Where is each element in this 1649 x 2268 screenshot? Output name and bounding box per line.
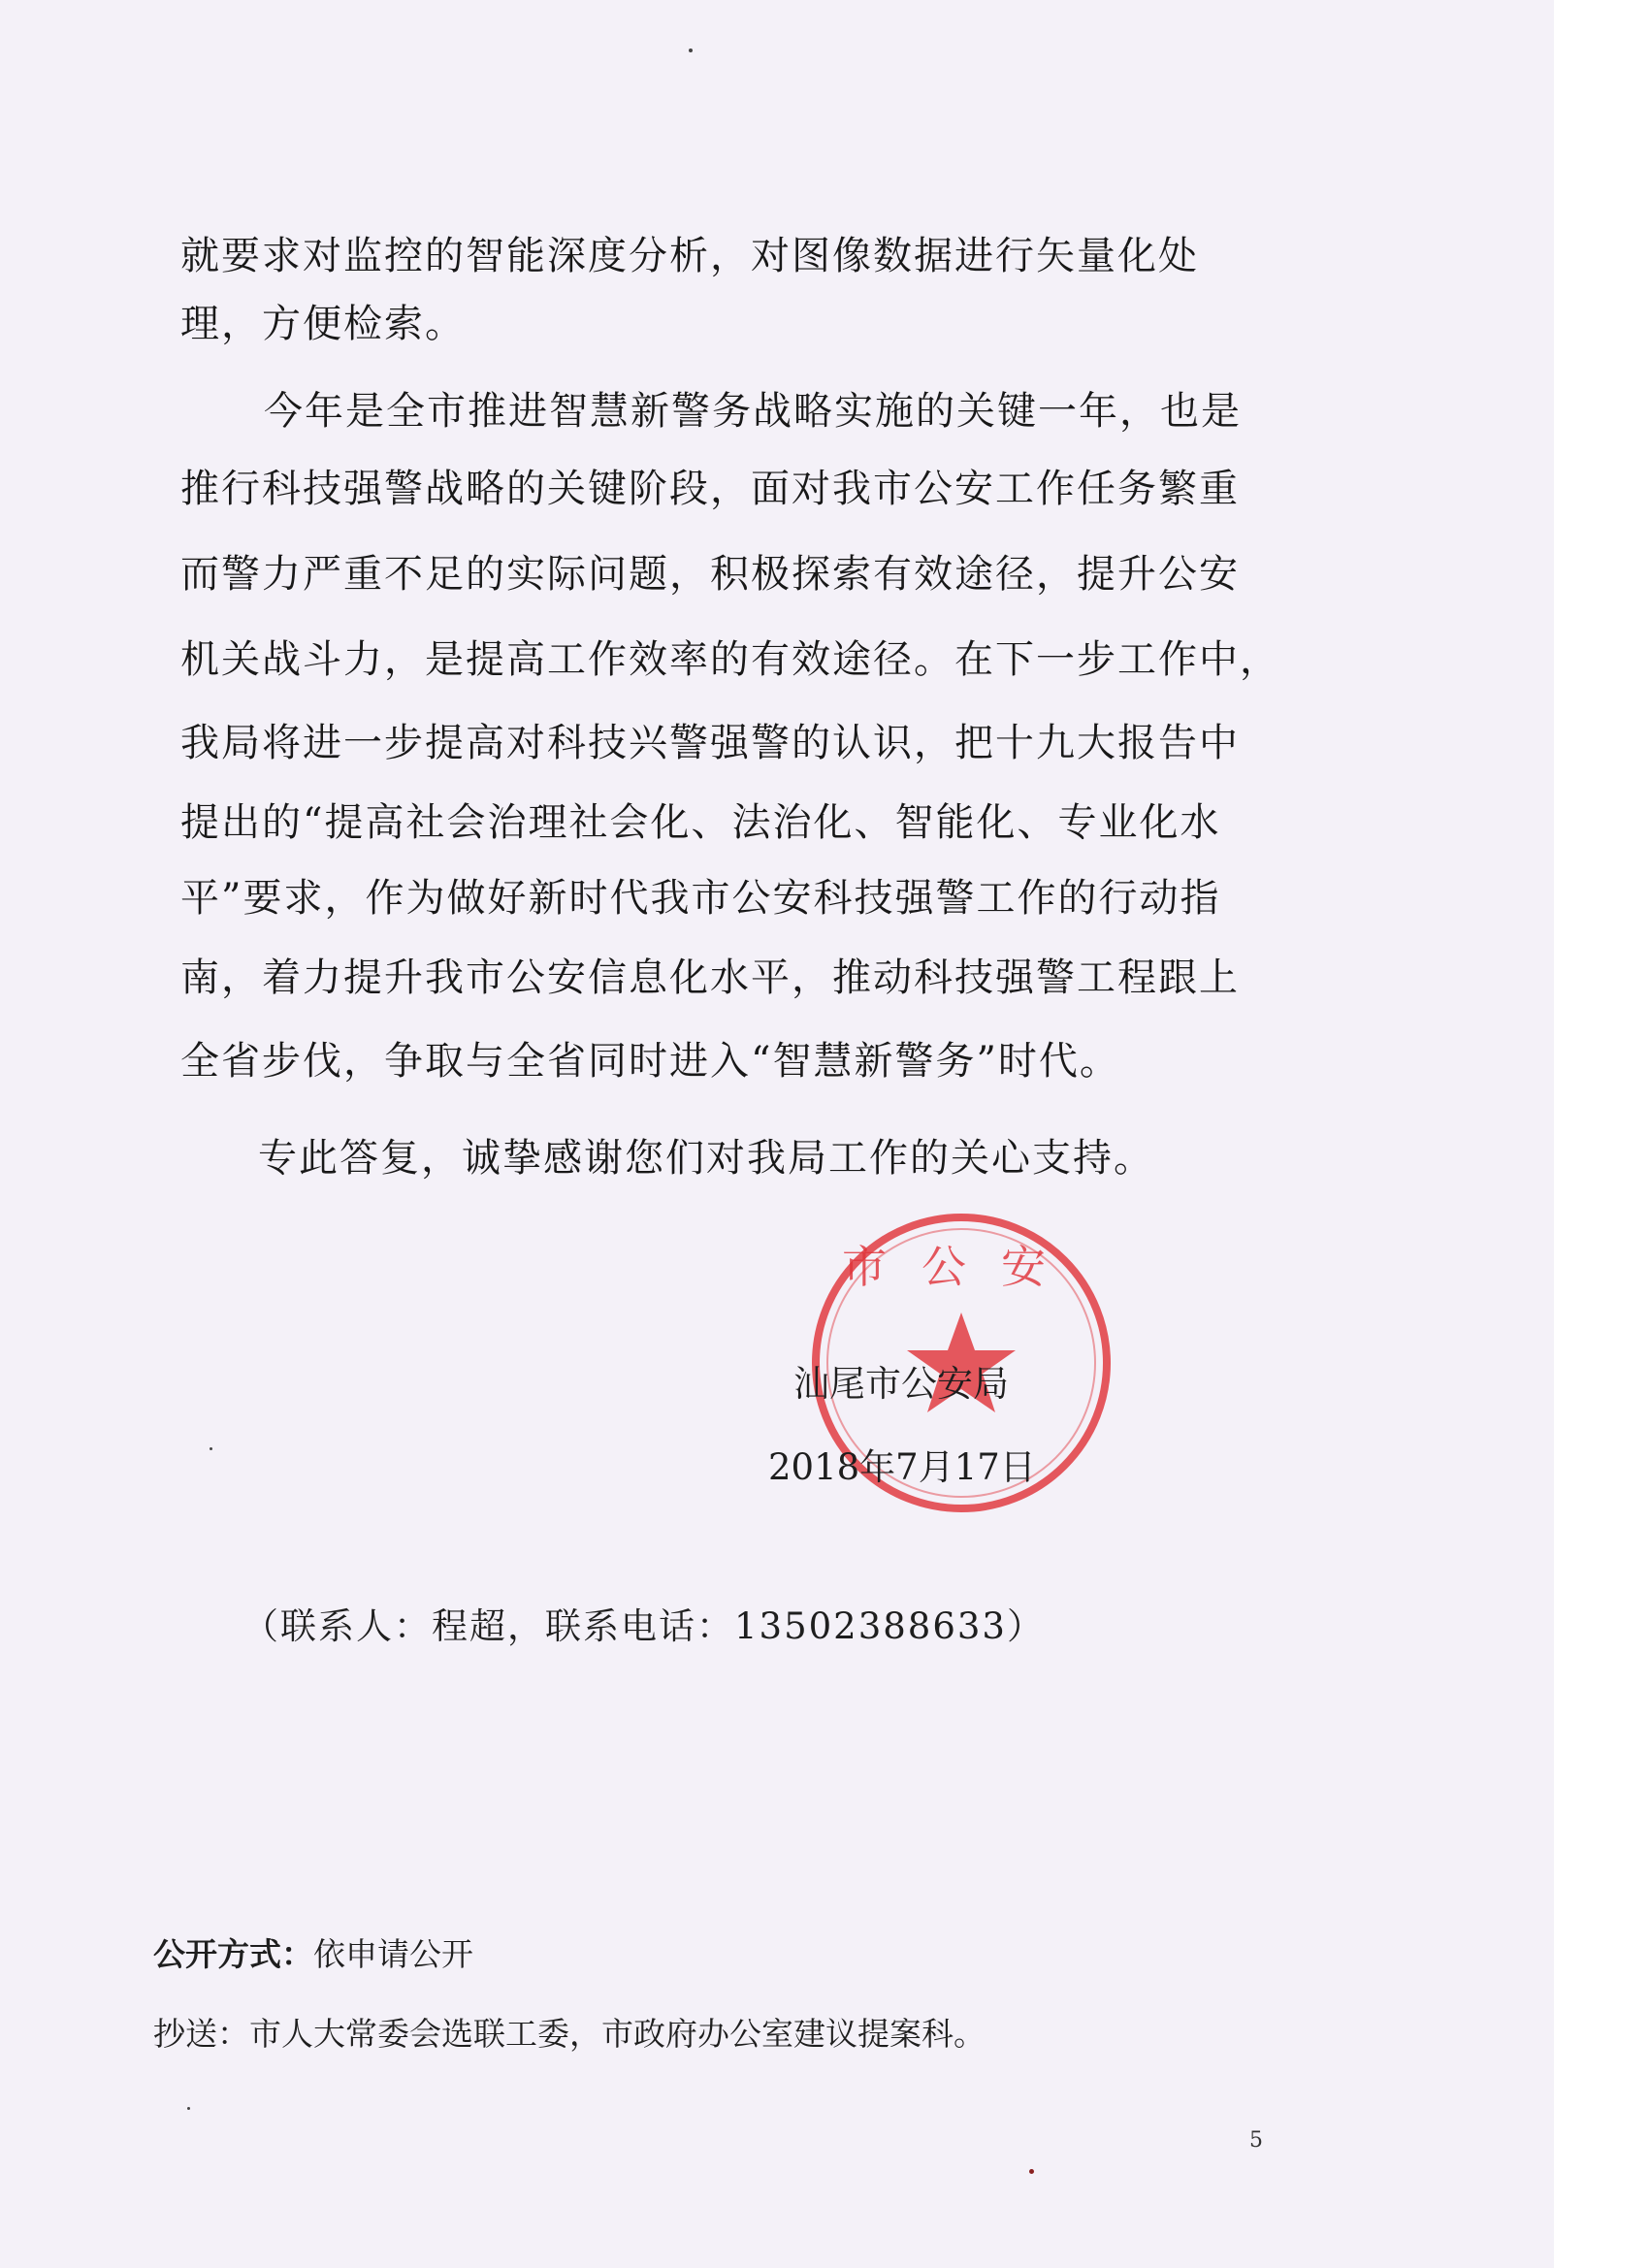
signature-date: 2018年7月17日 [768, 1446, 1036, 1488]
scan-speck [1029, 2169, 1034, 2174]
disclosure-line [153, 1932, 473, 1977]
scan-speck [210, 1447, 212, 1450]
paragraph-line: 专此答复，诚挚感谢您们对我局工作的关心支持。 [258, 1136, 1154, 1181]
page-number: 5 [1249, 2128, 1263, 2153]
paragraph-line: 今年是全市推进智慧新警务战略实施的关键一年，也是 [264, 389, 1242, 434]
paragraph-line: 南，着力提升我市公安信息化水平，推动科技强警工程跟上 [180, 956, 1240, 1000]
signature-organization: 汕尾市公安局 [793, 1363, 1009, 1405]
paragraph-line: 全省步伐，争取与全省同时进入“智慧新警务”时代。 [180, 1039, 1120, 1084]
seal-text: 市公安 [842, 1241, 1081, 1293]
paragraph-line: 推行科技强警战略的关键阶段，面对我市公安工作任务繁重 [180, 467, 1240, 511]
paragraph-line: 我局将进一步提高对科技兴警强警的认识，把十九大报告中 [180, 721, 1240, 765]
paragraph-line: 平”要求，作为做好新时代我市公安科技强警工作的行动指 [180, 876, 1221, 921]
paragraph-line: 就要求对监控的智能深度分析，对图像数据进行矢量化处 [180, 234, 1199, 278]
page-margin [1554, 0, 1649, 2268]
copy-to-line: 抄送：市人大常委会选联工委，市政府办公室建议提案科。 [153, 2015, 986, 2053]
contact-info: （联系人：程超，联系电话：13502388633） [242, 1605, 1045, 1647]
disclosure-label: 公开方式： [153, 1935, 313, 1973]
paragraph-line: 提出的“提高社会治理社会化、法治化、智能化、专业化水 [180, 800, 1221, 845]
scan-speck [689, 49, 693, 52]
paragraph-line: 机关战斗力，是提高工作效率的有效途径。在下一步工作中， [180, 637, 1280, 682]
paragraph-line: 而警力严重不足的实际问题，积极探索有效途径，提升公安 [180, 552, 1240, 597]
paragraph-line: 理，方便检索。 [180, 302, 466, 346]
scan-speck [187, 2107, 190, 2110]
disclosure-value: 依申请公开 [313, 1935, 473, 1973]
